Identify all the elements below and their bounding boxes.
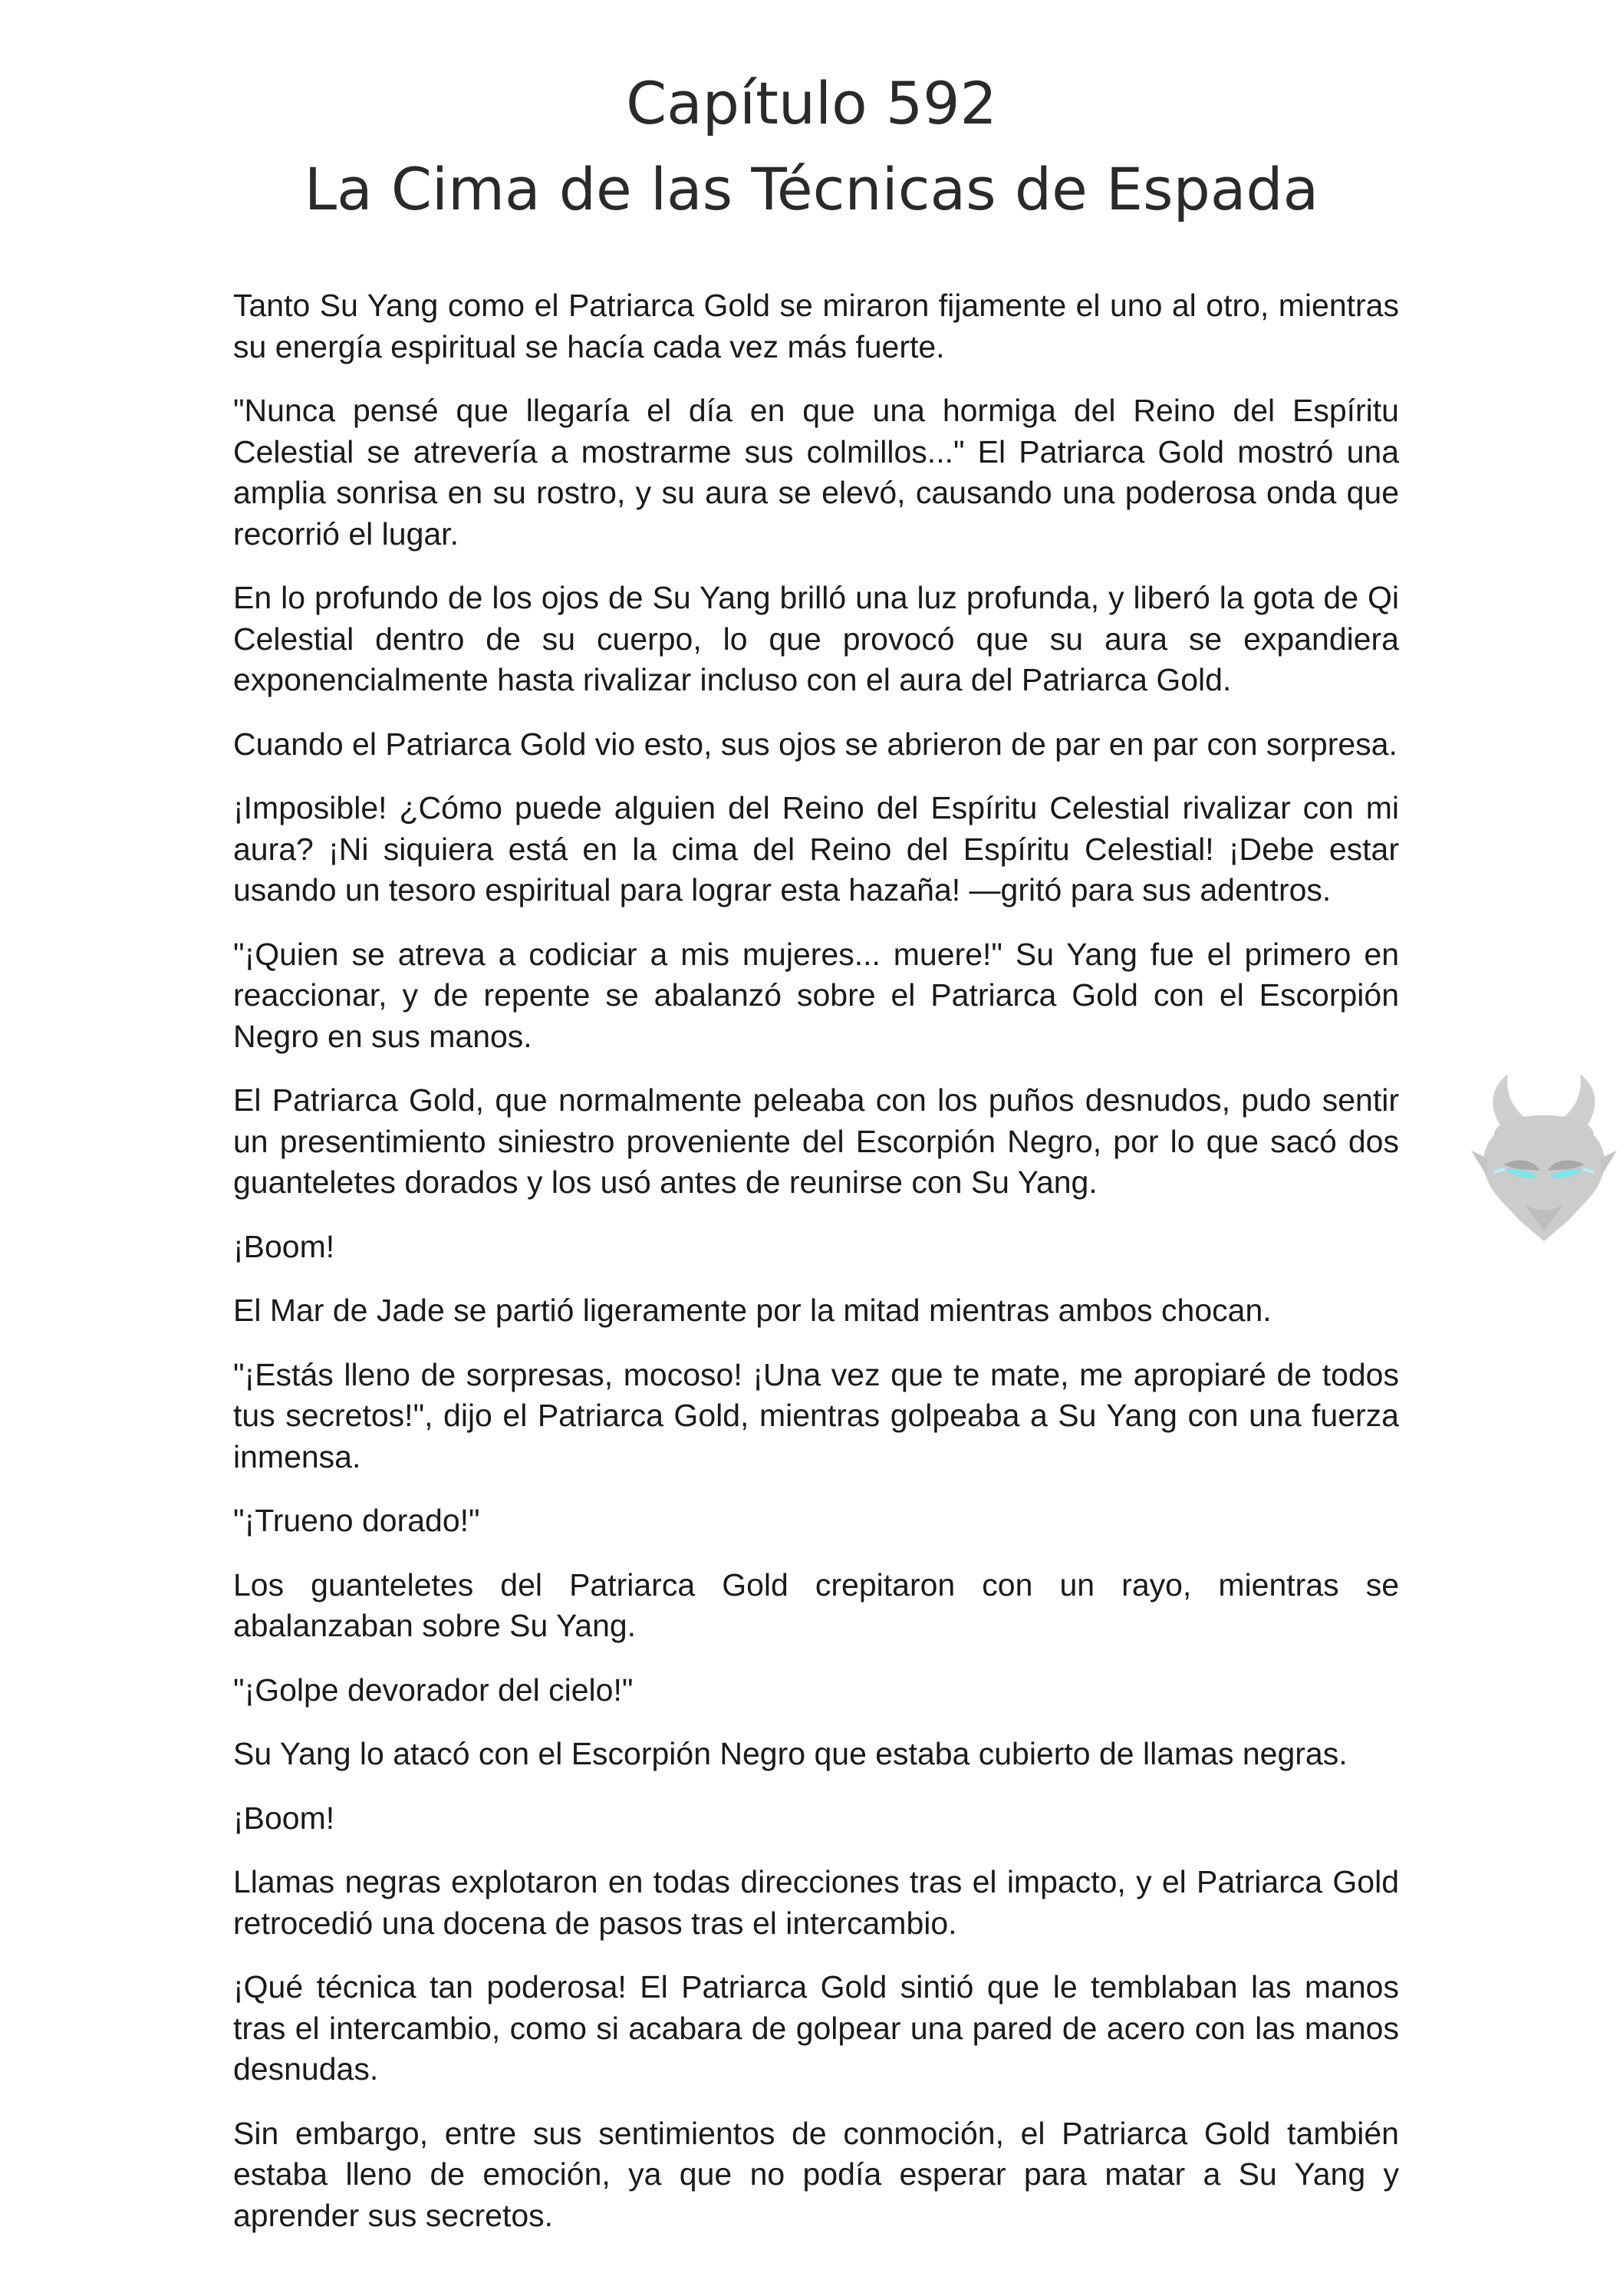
- paragraph: Tanto Su Yang como el Patriarca Gold se miraron fijamente el uno al otro, mientras su energía espiritual se hacía cada vez más fuerte.: [233, 288, 1399, 364]
- paragraph: Sin embargo, entre sus sentimientos de conmoción, el Patriarca Gold también estaba lleno de emoción, ya que no podía esperar para matar a Su Yang y aprender sus secretos.: [233, 2115, 1399, 2233]
- demon-head-icon: [1471, 1074, 1617, 1243]
- paragraph: El Mar de Jade se partió ligeramente por la mitad mientras ambos chocan.: [233, 1293, 1272, 1328]
- paragraph: "Nunca pensé que llegaría el día en que una hormiga del Reino del Espíritu Celestial se atrevería a mostrarme sus colmillos..." El Patriarca Gold mostró una amplia sonrisa en su rostro, y su aura se elevó, causando una poderosa onda que recorrió el lugar.: [233, 393, 1399, 552]
- paragraph: Su Yang lo atacó con el Escorpión Negro que estaba cubierto de llamas negras.: [233, 1736, 1348, 1771]
- paragraph: En lo profundo de los ojos de Su Yang brilló una luz profunda, y liberó la gota de Qi Celestial dentro de su cuerpo, lo que provocó que su aura se expandiera exponencialmente hasta rivalizar incluso con el aura del Patriarca Gold.: [233, 580, 1399, 697]
- paragraph: ¡Boom!: [233, 1228, 335, 1264]
- chapter-title: La Cima de las Técnicas de Espada: [304, 155, 1319, 224]
- chapter-body: [233, 285, 1399, 2259]
- paragraph: "¡Quien se atreva a codiciar a mis mujeres... muere!" Su Yang fue el primero en reaccionar, y de repente se abalanzó sobre el Patriarca Gold con el Escorpión Negro en sus manos.: [233, 936, 1399, 1054]
- paragraph: "¡Golpe devorador del cielo!": [233, 1672, 634, 1708]
- paragraph: Los guanteletes del Patriarca Gold crepitaron con un rayo, mientras se abalanzaban sobre Su Yang.: [233, 1566, 1399, 1643]
- paragraph: El Patriarca Gold, que normalmente peleaba con los puños desnudos, pudo sentir un presentimiento siniestro proveniente del Escorpión Negro, por lo que sacó dos guanteletes dorados y los usó antes de reunirse con Su Yang.: [233, 1082, 1399, 1200]
- paragraph: ¡Boom!: [233, 1800, 335, 1836]
- paragraph: "¡Trueno dorado!": [233, 1503, 480, 1538]
- paragraph: ¡Imposible! ¿Cómo puede alguien del Reino del Espíritu Celestial rivalizar con mi aura? ¡Ni siquiera está en la cima del Reino del Espíritu Celestial! ¡Debe estar usando un tesoro espiritual para lograr esta hazaña! —gritó para sus adentros.: [233, 790, 1399, 908]
- paragraph: Cuando el Patriarca Gold vio esto, sus ojos se abrieron de par en par con sorpresa.: [233, 726, 1397, 762]
- paragraph: ¡Qué técnica tan poderosa! El Patriarca Gold sintió que le temblaban las manos tras el intercambio, como si acabara de golpear una pared de acero con las manos desnudas.: [233, 1969, 1399, 2087]
- chapter-heading: [0, 61, 1623, 232]
- paragraph: Llamas negras explotaron en todas direcciones tras el impacto, y el Patriarca Gold retrocedió una docena de pasos tras el intercambio.: [233, 1864, 1399, 1941]
- chapter-number: Capítulo 592: [626, 69, 997, 138]
- paragraph: "¡Estás lleno de sorpresas, mocoso! ¡Una vez que te mate, me apropiaré de todos tus secretos!", dijo el Patriarca Gold, mientras golpeaba a Su Yang con una fuerza inmensa.: [233, 1356, 1399, 1474]
